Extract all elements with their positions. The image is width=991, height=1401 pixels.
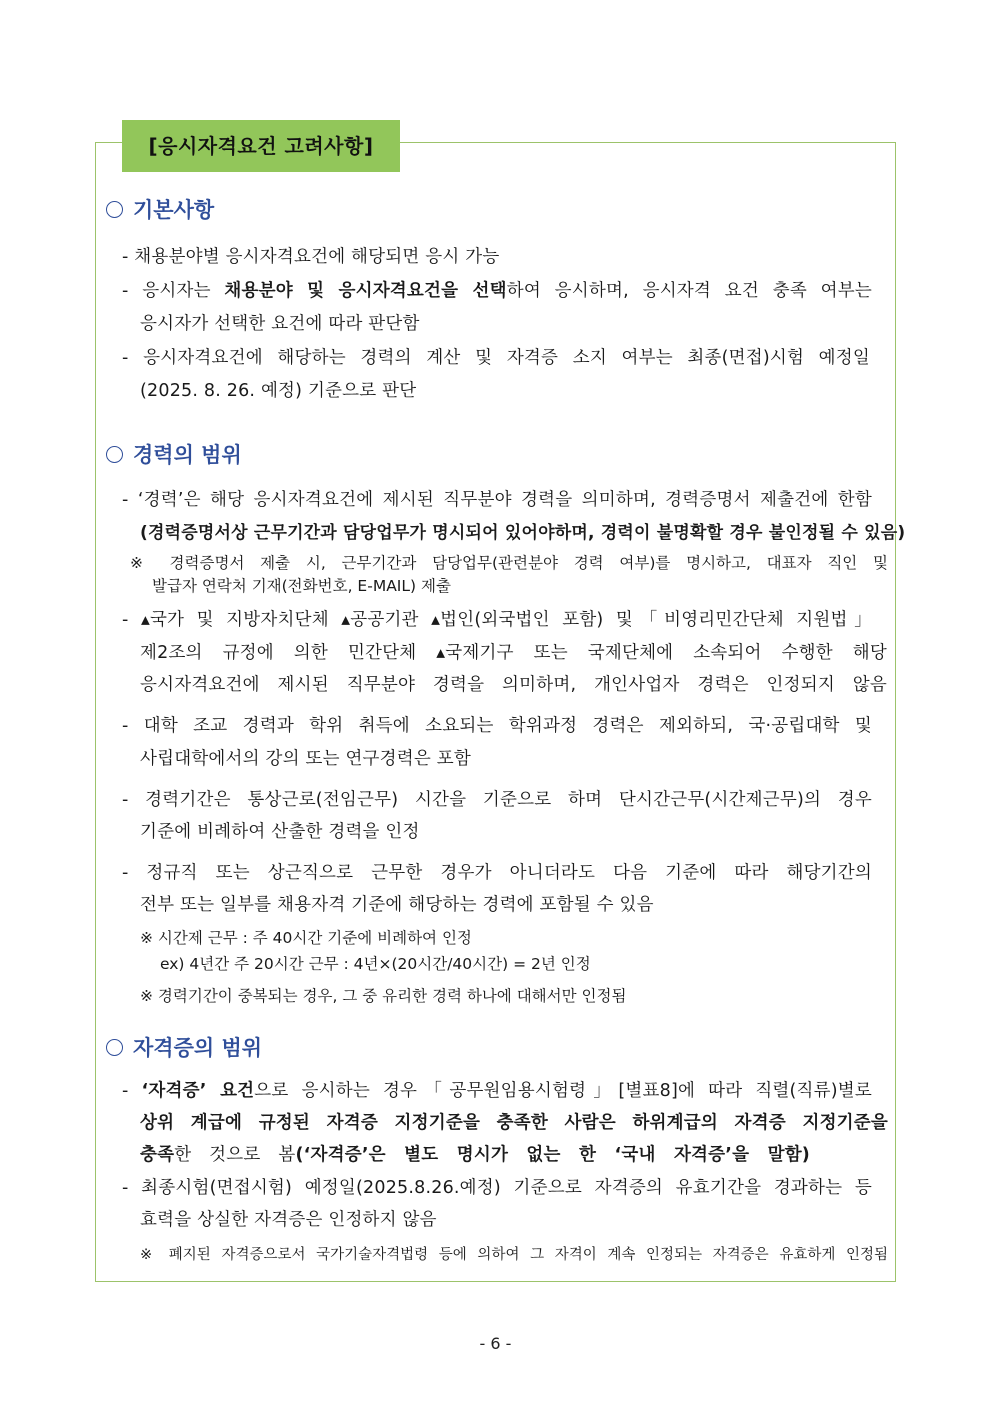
career-line-9: 기준에 비례하여 산출한 경력을 인정	[140, 822, 420, 842]
section-heading-text: 기본사항	[133, 198, 215, 222]
license-line-1	[122, 1077, 872, 1102]
career-line-10: - 정규직 또는 상근직으로 근무한 경우가 아니더라도 다음 기준에 따라 해당기간의	[122, 863, 872, 883]
circle-bullet-icon	[106, 1039, 123, 1056]
text: - 응시자는	[122, 281, 225, 301]
career-note-4: ex) 4년간 주 20시간 근무 : 4년×(20시간/40시간) = 2년 인정	[160, 955, 591, 973]
basic-line-1: - 채용분야별 응시자격요건에 해당되면 응시 가능	[122, 247, 500, 267]
text: 하여 응시하며, 응시자격 요건 충족 여부는	[506, 281, 872, 301]
section-heading-license	[106, 1032, 262, 1062]
license-note-1: ※ 폐지된 자격증으로서 국가기술자격법령 등에 의하여 그 자격이 계속 인정되는 자격증은 유효하게 인정됨	[140, 1247, 888, 1263]
career-line-1: - ‘경력’은 해당 응시자격요건에 제시된 직무분야 경력을 의미하며, 경력증명서 제출건에 한함	[122, 490, 872, 510]
basic-line-3: 응시자가 선택한 요건에 따라 판단함	[140, 314, 420, 334]
bold-text: 채용분야 및 응시자격요건을 선택	[224, 281, 507, 301]
basic-line-5: (2025. 8. 26. 예정) 기준으로 판단	[140, 381, 417, 401]
career-line-11: 전부 또는 일부를 채용자격 기준에 해당하는 경력에 포함될 수 있음	[140, 895, 654, 915]
page-number: - 6 -	[479, 1334, 512, 1353]
circle-bullet-icon	[106, 446, 123, 463]
text: 으로 응시하는 경우「공무원임용시험령」[별표8]에 따라 직렬(직류)별로	[254, 1081, 872, 1101]
career-note-1: ※ 경력증명서 제출 시, 근무기간과 담당업무(관련분야 경력 여부)를 명시하고, 대표자 직인 및	[130, 554, 888, 572]
career-note-2: 발급자 연락처 기재(전화번호, E-MAIL) 제출	[152, 577, 451, 595]
license-line-3	[140, 1141, 810, 1166]
bold-text: 충족	[140, 1145, 175, 1165]
career-line-6: - 대학 조교 경력과 학위 취득에 소요되는 학위과정 경력은 제외하되, 국·공립대학 및	[122, 716, 872, 736]
license-line-2: 상위 계급에 규정된 자격증 지정기준을 충족한 사람은 하위계급의 자격증 지정기준을	[140, 1113, 888, 1133]
career-line-3: - ▴국가 및 지방자치단체 ▴공공기관 ▴법인(외국법인 포함) 및「비영리민간단체 지원법」	[122, 610, 872, 630]
page-title: [응시자격요건 고려사항]	[122, 120, 400, 172]
circle-bullet-icon	[106, 201, 123, 218]
text: -	[122, 1081, 142, 1101]
career-line-2: (경력증명서상 근무기간과 담당업무가 명시되어 있어야하며, 경력이 불명확할 경우 불인정될 수 있음)	[140, 523, 906, 543]
career-note-5: ※ 경력기간이 중복되는 경우, 그 중 유리한 경력 하나에 대해서만 인정됨	[140, 987, 627, 1005]
text: 한 것으로 봄	[174, 1145, 296, 1165]
career-line-4: 제2조의 규정에 의한 민간단체 ▴국제기구 또는 국제단체에 소속되어 수행한 해당	[140, 643, 887, 663]
career-line-5: 응시자격요건에 제시된 직무분야 경력을 의미하며, 개인사업자 경력은 인정되지 않음	[140, 675, 887, 695]
bold-text: ‘자격증’ 요건	[141, 1081, 255, 1101]
section-heading-career	[106, 439, 242, 469]
career-line-8: - 경력기간은 통상근로(전임근무) 시간을 기준으로 하며 단시간근무(시간제근무)의 경우	[122, 790, 872, 810]
section-heading-text: 자격증의 범위	[133, 1036, 263, 1060]
license-line-4: - 최종시험(면접시험) 예정일(2025.8.26.예정) 기준으로 자격증의 유효기간을 경과하는 등	[122, 1178, 872, 1198]
license-line-5: 효력을 상실한 자격증은 인정하지 않음	[140, 1210, 437, 1230]
basic-line-2	[122, 277, 872, 302]
section-heading-text: 경력의 범위	[133, 443, 242, 467]
basic-line-4: - 응시자격요건에 해당하는 경력의 계산 및 자격증 소지 여부는 최종(면접)시험 예정일	[122, 348, 870, 368]
career-note-3: ※ 시간제 근무 : 주 40시간 기준에 비례하여 인정	[140, 929, 472, 947]
section-heading-basic	[106, 194, 214, 224]
career-line-7: 사립대학에서의 강의 또는 연구경력은 포함	[140, 749, 471, 769]
bold-text: (‘자격증’은 별도 명시가 없는 한 ‘국내 자격증’을 말함)	[295, 1145, 810, 1165]
